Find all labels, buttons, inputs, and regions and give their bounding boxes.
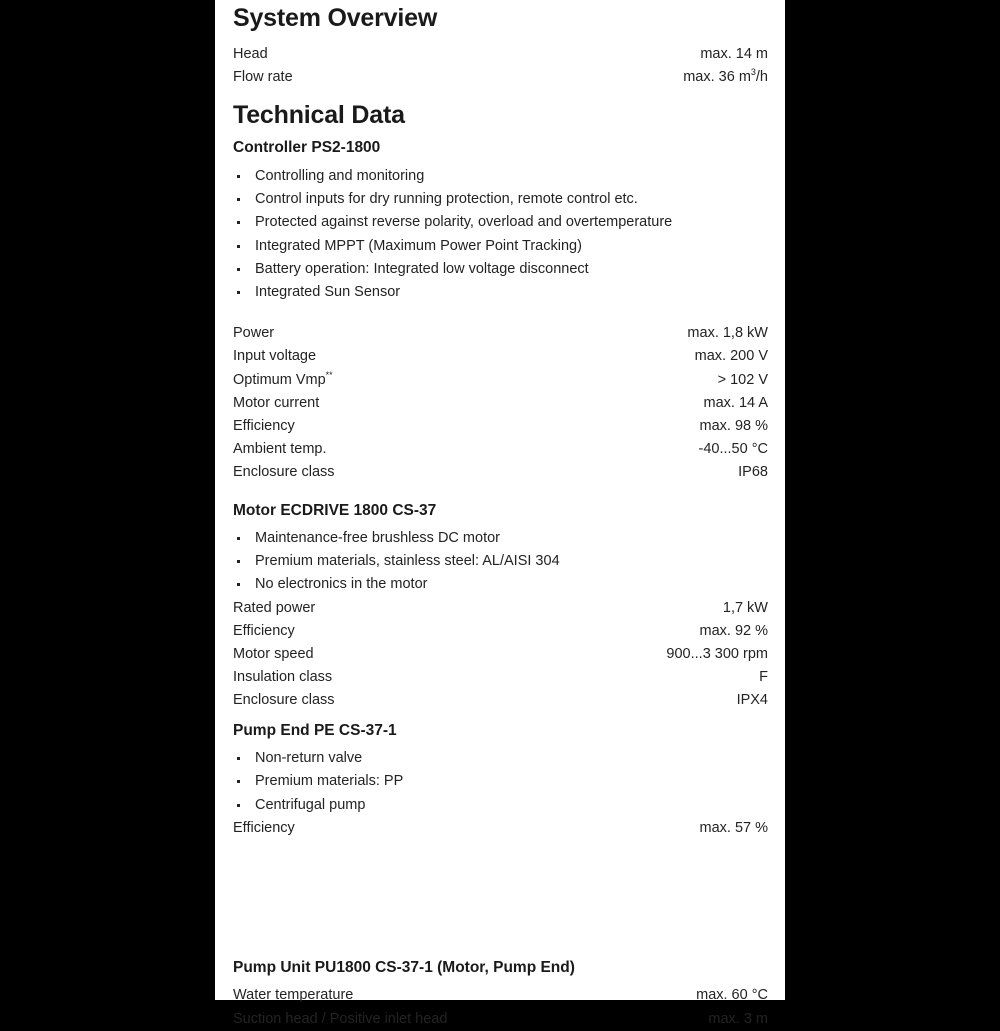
list-item-label: Premium materials, stainless steel: AL/AISI 304	[255, 553, 560, 570]
list-item	[233, 211, 768, 234]
system-overview-specs	[233, 43, 768, 89]
bullet-square-icon	[237, 583, 240, 586]
spec-label: Rated power	[233, 599, 316, 616]
list-item	[233, 573, 768, 596]
list-item-label: Maintenance-free brushless DC motor	[255, 530, 500, 547]
spec-row	[233, 1008, 768, 1031]
list-item-label: Centrifugal pump	[255, 796, 366, 813]
spec-row	[233, 415, 768, 438]
spec-row	[233, 689, 768, 712]
bullet-square-icon	[237, 780, 240, 783]
spec-value: max. 14 A	[703, 394, 768, 411]
list-item	[233, 794, 768, 817]
list-item-label: Integrated MPPT (Maximum Power Point Tracking)	[255, 237, 582, 254]
technical-data-heading: Technical Data	[233, 101, 405, 130]
spec-value: max. 92 %	[699, 622, 768, 639]
spec-row	[233, 597, 768, 620]
spec-value: max. 1,8 kW	[687, 325, 768, 342]
spec-row	[233, 345, 768, 368]
spec-label: Enclosure class	[233, 464, 335, 481]
pump-unit-section-heading: Pump Unit PU1800 CS-37-1 (Motor, Pump End)	[233, 958, 575, 976]
bullet-square-icon	[237, 757, 240, 760]
spec-label: Ambient temp.	[233, 441, 327, 458]
spec-value: max. 60 °C	[696, 987, 768, 1004]
spec-label: Efficiency	[233, 417, 295, 434]
spec-value: max. 14 m	[700, 46, 768, 62]
spec-label: Power	[233, 325, 275, 342]
spec-row	[233, 817, 768, 840]
list-item	[233, 281, 768, 304]
pump-end-section-heading: Pump End PE CS-37-1	[233, 721, 397, 739]
motor-feature-list	[233, 527, 768, 597]
list-item-label: Premium materials: PP	[255, 773, 404, 790]
spec-value: IPX4	[736, 692, 768, 709]
spec-row	[233, 66, 768, 89]
document-page	[215, 0, 785, 1027]
spec-value: 900...3 300 rpm	[666, 646, 768, 663]
list-item	[233, 235, 768, 258]
spec-label: Motor speed	[233, 646, 314, 663]
spec-row	[233, 392, 768, 415]
spec-row	[233, 461, 768, 484]
list-item-label: Controlling and monitoring	[255, 167, 425, 184]
spec-row	[233, 984, 768, 1007]
bullet-square-icon	[237, 537, 240, 540]
list-item-label: Control inputs for dry running protection, remote control etc.	[255, 191, 638, 208]
spec-value: max. 200 V	[694, 348, 768, 365]
spec-value: max. 36 $m^3/h$	[683, 67, 768, 86]
list-item	[233, 527, 768, 550]
spec-value: 1,7 kW	[722, 599, 768, 616]
motor-specs	[233, 597, 768, 713]
spec-row	[233, 666, 768, 689]
bullet-square-icon	[237, 175, 240, 178]
bullet-square-icon	[237, 198, 240, 201]
letterbox-left-bar	[0, 0, 215, 1000]
spec-label: Efficiency	[233, 819, 295, 836]
spec-value: max. 3 m	[708, 1010, 768, 1027]
spec-row	[233, 643, 768, 666]
bullet-square-icon	[237, 560, 240, 563]
list-item-label: No electronics in the motor	[255, 576, 428, 593]
pump-end-specs	[233, 817, 768, 840]
spec-value: max. 98 %	[699, 417, 768, 434]
controller-feature-list	[233, 165, 768, 304]
bullet-square-icon	[237, 268, 240, 271]
bullet-square-icon	[237, 804, 240, 807]
spec-row	[233, 438, 768, 461]
spec-row	[233, 43, 768, 66]
spec-label: Suction head / Positive inlet head	[233, 1010, 448, 1027]
list-item-label: Protected against reverse polarity, overload and overtemperature	[255, 214, 673, 231]
controller-specs	[233, 322, 768, 484]
letterbox-right-bar	[785, 0, 1000, 1000]
list-item	[233, 747, 768, 770]
spec-value: IP68	[738, 464, 768, 481]
spec-row	[233, 620, 768, 643]
spec-label: Head	[233, 46, 268, 62]
spec-row	[233, 369, 768, 392]
list-item-label: Non-return valve	[255, 750, 363, 767]
spec-value: F	[759, 669, 768, 686]
spec-label: Enclosure class	[233, 692, 335, 709]
spec-label: Insulation class	[233, 669, 333, 686]
spec-row	[233, 322, 768, 345]
list-item	[233, 550, 768, 573]
bullet-square-icon	[237, 221, 240, 224]
bullet-square-icon	[237, 291, 240, 294]
spec-label: Optimum Vmp**	[233, 369, 333, 388]
spec-label: Water temperature	[233, 987, 354, 1004]
list-item	[233, 188, 768, 211]
list-item-label: Battery operation: Integrated low voltage disconnect	[255, 260, 589, 277]
list-item	[233, 165, 768, 188]
spec-label: Input voltage	[233, 348, 317, 365]
spec-label: Flow rate	[233, 69, 293, 86]
spec-label: Motor current	[233, 394, 320, 411]
system-overview-heading: System Overview	[233, 4, 438, 32]
list-item	[233, 258, 768, 281]
spec-value: -40...50 °C	[698, 441, 768, 458]
list-item-label: Integrated Sun Sensor	[255, 283, 401, 300]
pump-end-feature-list	[233, 747, 768, 817]
motor-section-heading: Motor ECDRIVE 1800 CS-37	[233, 501, 437, 519]
spec-label: Efficiency	[233, 622, 295, 639]
bullet-square-icon	[237, 245, 240, 248]
spec-value: max. 57 %	[699, 819, 768, 836]
pump-unit-specs	[233, 984, 768, 1030]
spec-value: > 102 V	[717, 371, 768, 388]
list-item	[233, 770, 768, 793]
controller-section-heading: Controller PS2-1800	[233, 139, 381, 157]
